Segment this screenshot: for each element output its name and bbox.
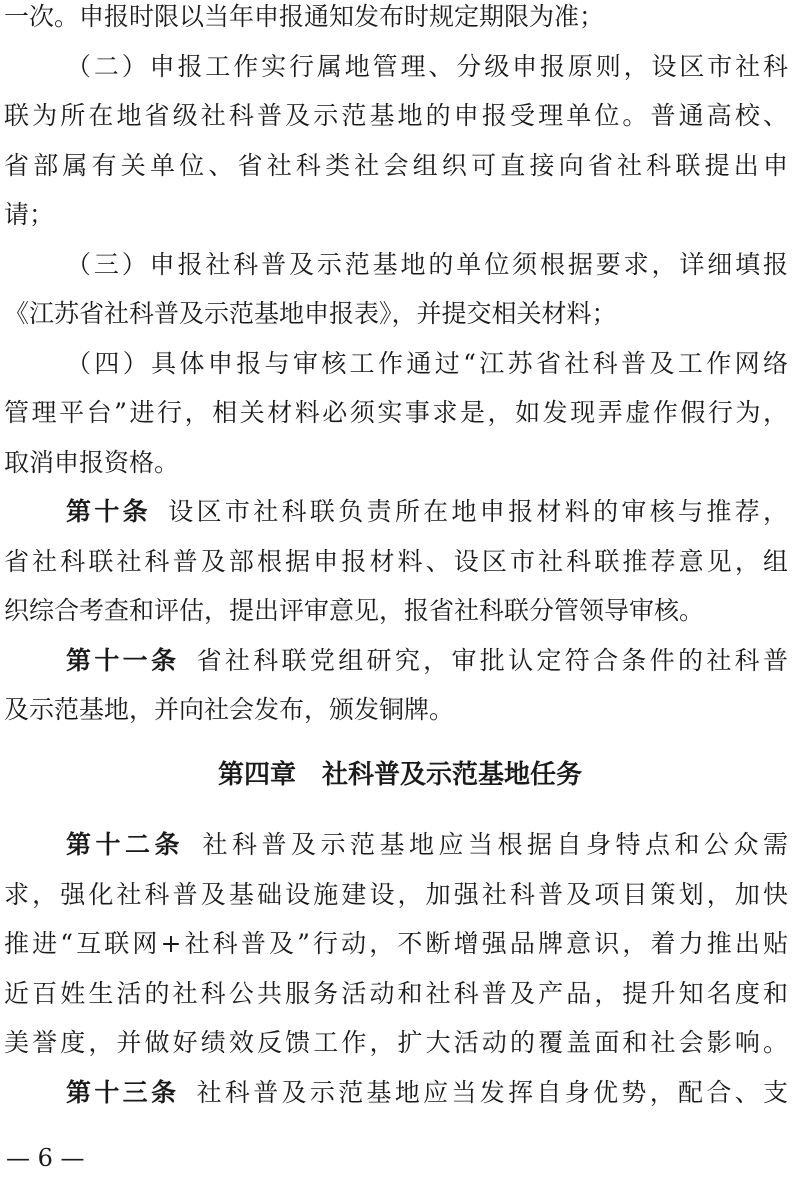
article-number: 第十一条 <box>66 646 180 675</box>
text-line: （四）具体申报与审核工作通过“江苏省社科普及工作网络 <box>66 349 788 378</box>
article-number: 第十二条 <box>66 830 184 859</box>
text-line: 省部属有关单位、省社科类社会组织可直接向省社科联提出申 <box>4 151 788 180</box>
text-line: 社科普及示范基地应当根据自身特点和公众需 <box>198 830 788 859</box>
text-line: 社科普及示范基地应当发挥自身优势，配合、支 <box>193 1078 788 1107</box>
text-line: 设区市社科联负责所在地申报材料的审核与推荐， <box>164 497 788 526</box>
article-13-line <box>66 1076 788 1110</box>
article-number: 第十条 <box>66 497 151 526</box>
chapter-heading: 第四章 社科普及示范基地任务 <box>217 760 582 790</box>
text-line: 推进“互联网+社科普及”行动，不断增强品牌意识，着力推出贴 <box>4 929 788 958</box>
text-line: 请； <box>4 200 55 229</box>
text-line: 求，强化社科普及基础设施建设，加强社科普及项目策划，加快 <box>4 880 788 909</box>
text-line: （二）申报工作实行属地管理、分级申报原则，设区市社科 <box>66 52 788 81</box>
text-line: 省社科联党组研究，审批认定符合条件的社科普 <box>193 646 788 675</box>
text-line: 省社科联社科普及部根据申报材料、设区市社科联推荐意见，组 <box>4 547 788 576</box>
text-line: 一次。申报时限以当年申报通知发布时规定期限为准； <box>4 2 605 31</box>
text-line: （三）申报社科普及示范基地的单位须根据要求，详细填报 <box>66 250 788 279</box>
page-number: — 6 — <box>6 1144 85 1172</box>
text-line: 织综合考查和评估，提出评审意见，报省社科联分管领导审核。 <box>4 596 705 625</box>
article-10-line <box>66 495 788 529</box>
text-line: 取消申报资格。 <box>4 448 180 477</box>
text-line: 美誉度，并做好绩效反馈工作，扩大活动的覆盖面和社会影响。 <box>4 1028 788 1057</box>
text-line: 联为所在地省级社科普及示范基地的申报受理单位。普通高校、 <box>4 101 788 130</box>
article-11-line <box>66 644 788 678</box>
text-line: 近百姓生活的社科公共服务活动和社科普及产品，提升知名度和 <box>4 979 788 1008</box>
text-line: 管理平台”进行，相关材料必须实事求是，如发现弄虚作假行为， <box>4 398 788 427</box>
article-12-line <box>66 828 788 862</box>
text-line: 《江苏省社科普及示范基地申报表》，并提交相关材料； <box>4 299 617 328</box>
text-line: 及示范基地，并向社会发布，颁发铜牌。 <box>4 695 455 724</box>
article-number: 第十三条 <box>66 1078 180 1107</box>
